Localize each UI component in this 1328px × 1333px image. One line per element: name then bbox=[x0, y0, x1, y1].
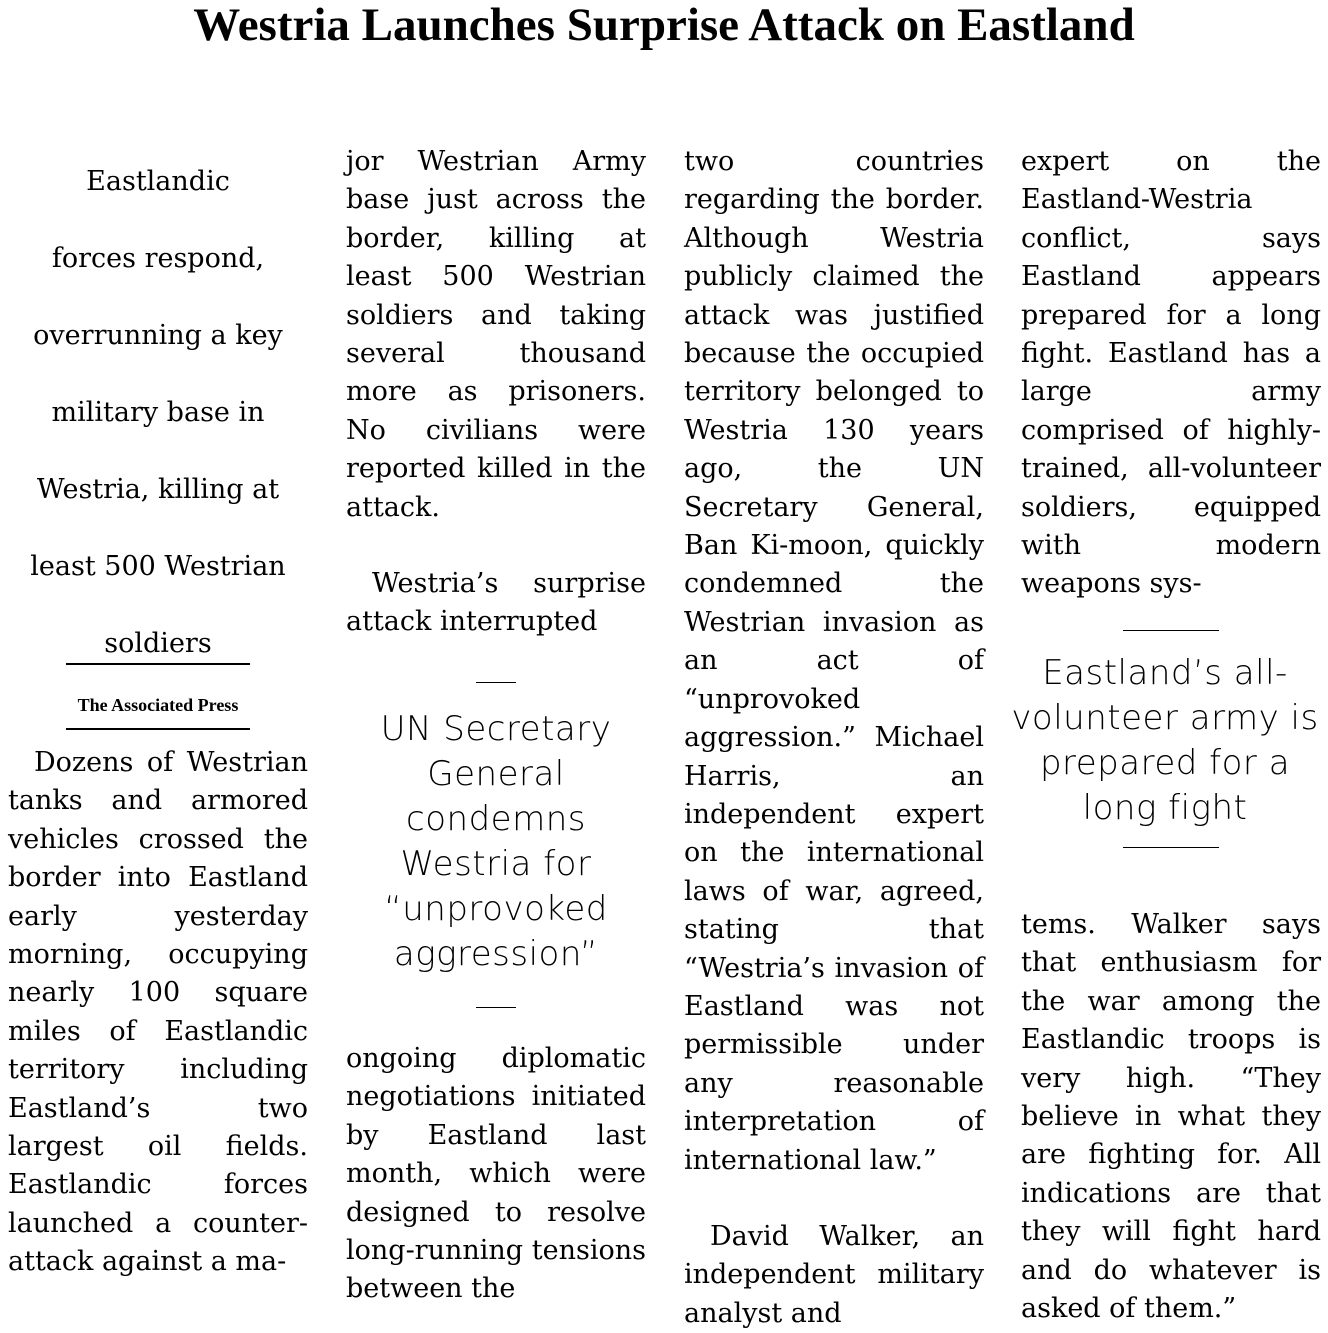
article-body-col3-a: two countries regarding the border. Although Westria publicly claimed the attack was justified because the occupied territory belonged to Westria 130 years ago, the UN Secretary General, Ban Ki-moon, quickly condemned the Westrian invasion as an act of “unprovoked aggression.” Michael Harris, an independent expert on the international laws of war, agreed, stating that “Westria’s invasion of Eastland was not permissible under any reasonable interpretation of international law.” bbox=[684, 146, 984, 1176]
column-1 bbox=[8, 143, 308, 1282]
column-2 bbox=[346, 143, 646, 1309]
column-3 bbox=[684, 143, 984, 1333]
teaser bbox=[8, 143, 308, 682]
teaser-line: soldiers bbox=[104, 628, 212, 659]
pullquote-rule-top bbox=[476, 682, 516, 683]
teaser-line: least 500 Westrian bbox=[30, 551, 286, 582]
teaser-line: Westria, killing at bbox=[36, 474, 280, 505]
byline-rule-bottom bbox=[66, 728, 250, 730]
teaser-line: overrunning a key bbox=[33, 320, 283, 351]
pullquote-rule-bottom bbox=[476, 1007, 516, 1008]
article-body-col1: Dozens of Westrian tanks and armored vehicles crossed the border into Eastland early yesterday morning, occupying nearly 100 square miles of Eastlandic territory including Eastland’s two largest oil fields. Eastlandic forces launched a counter-attack against a ma- bbox=[8, 747, 308, 1278]
pullquote2-rule-bottom bbox=[1123, 847, 1219, 848]
column-4 bbox=[1011, 143, 1321, 1328]
teaser-line: military base in bbox=[51, 397, 265, 428]
teaser-line: forces respond, bbox=[51, 243, 265, 274]
byline: The Associated Press bbox=[77, 695, 239, 715]
pullquote-1: UN Secretary General condemns Westria for “unprovoked aggression” bbox=[380, 708, 612, 974]
article-body-col4-b: tems. Walker says that enthusiasm for the war among the Eastlandic troops is very high. “They believe in what they are fighting for. All indications are that they will fight hard and do whatever is asked of them.” bbox=[1021, 908, 1321, 1324]
article-body-col3-b: David Walker, an independent military analyst and bbox=[684, 1220, 984, 1329]
article-body-col2-a: jor Westrian Army base just across the border, killing at least 500 Westrian soldiers and taking several thousand more as prisoners. No civilians were reported killed in the attack. bbox=[346, 146, 646, 523]
teaser-line: Eastlandic bbox=[86, 166, 230, 197]
article-body-col4-a: expert on the Eastland-Westria conflict, says Eastland appears prepared for a long fight. Eastland has a large army comprised of highly-trained, all-volunteer soldiers, equipped with modern weapons sys- bbox=[1021, 146, 1321, 600]
article-body-col2-b: Westria’s surprise attack interrupted bbox=[346, 568, 646, 638]
article-body-col2-c: ongoing diplomatic negotiations initiated by Eastland last month, which were designed to resolve long-running tensions between the bbox=[346, 1042, 646, 1305]
pullquote2-rule-top bbox=[1123, 630, 1219, 631]
pullquote-2: Eastland’s all-volunteer army is prepared for a long fight bbox=[1011, 652, 1319, 828]
headline: Westria Launches Surprise Attack on Eastland bbox=[193, 0, 1135, 51]
